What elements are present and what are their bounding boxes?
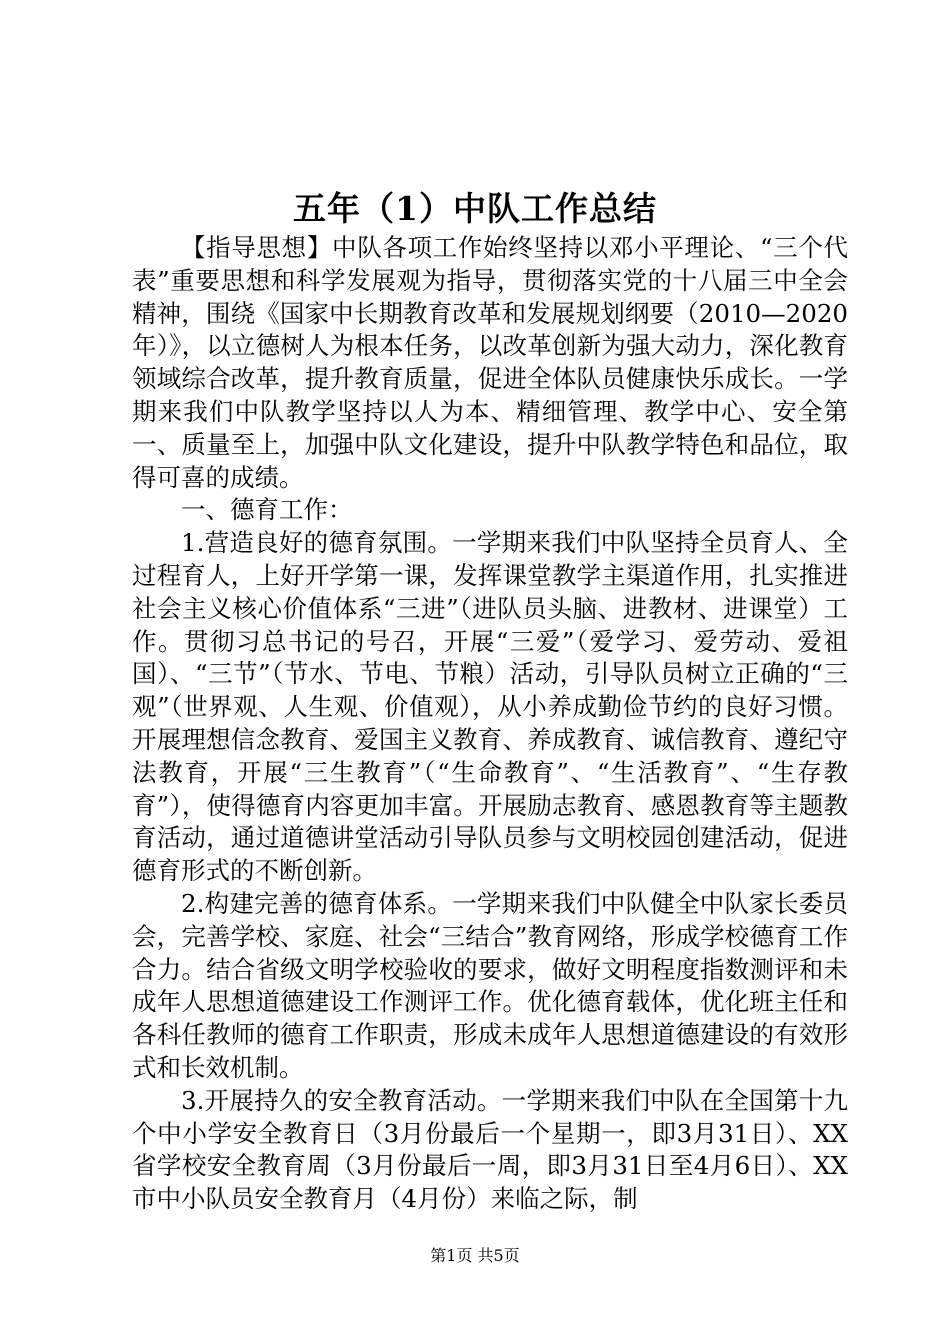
paragraph-moral-system: 2.构建完善的德育体系。一学期来我们中队健全中队家长委员会，完善学校、家庭、社会“三结合”教育网络，形成学校德育工作合力。结合省级文明学校验收的要求，做好文明程度指数测评和未成年人思想道德建设工作测评工作。优化德育载体，优化班主任和各科任教师的德育工作职责，形成未成年人思想道德建设的有效形式和长效机制。 — [132, 888, 848, 1082]
section-heading-moral-education: 一、德育工作： — [181, 495, 353, 525]
page-footer: 第1页 共5页 — [430, 1246, 520, 1265]
paragraph-safety-education: 3.开展持久的安全教育活动。一学期来我们中队在全国第十九个中小学安全教育日（3月份最后一个星期一，即3月31日）、XX省学校安全教育周（3月份最后一周，即3月31日至4月6日）、XX市中小队员安全教育月（4月份）来临之际，制 — [132, 1085, 848, 1214]
document-body — [132, 232, 848, 1216]
paragraph-moral-atmosphere: 1.营造良好的德育氛围。一学期来我们中队坚持全员育人、全过程育人，上好开学第一课，发挥课堂教学主渠道作用，扎实推进社会主义核心价值体系“三进”（进队员头脑、进教材、进课堂）工作。贯彻习总书记的号召，开展“三爱”（爱学习、爱劳动、爱祖国）、“三节”（节水、节电、节粮）活动，引导队员树立正确的“三观”（世界观、人生观、价值观），从小养成勤俭节约的良好习惯。开展理想信念教育、爱国主义教育、养成教育、诚信教育、遵纪守法教育，开展“三生教育”（“生命教育”、“生活教育”、“生存教育”），使得德育内容更加丰富。开展励志教育、感恩教育等主题教育活动，通过道德讲堂活动引导队员参与文明校园创建活动，促进德育形式的不断创新。 — [132, 528, 848, 886]
paragraph-guiding-ideology: 【指导思想】中队各项工作始终坚持以邓小平理论、“三个代表”重要思想和科学发展观为指导，贯彻落实党的十八届三中全会精神，围绕《国家中长期教育改革和发展规划纲要（2010—2020年）》，以立德树人为根本任务，以改革创新为强大动力，深化教育领域综合改革，提升教育质量，促进全体队员健康快乐成长。一学期来我们中队教学坚持以人为本、精细管理、教学中心、安全第一、质量至上，加强中队文化建设，提升中队教学特色和品位，取得可喜的成绩。 — [132, 233, 848, 492]
document-title: 五年（1）中队工作总结 — [293, 189, 657, 228]
